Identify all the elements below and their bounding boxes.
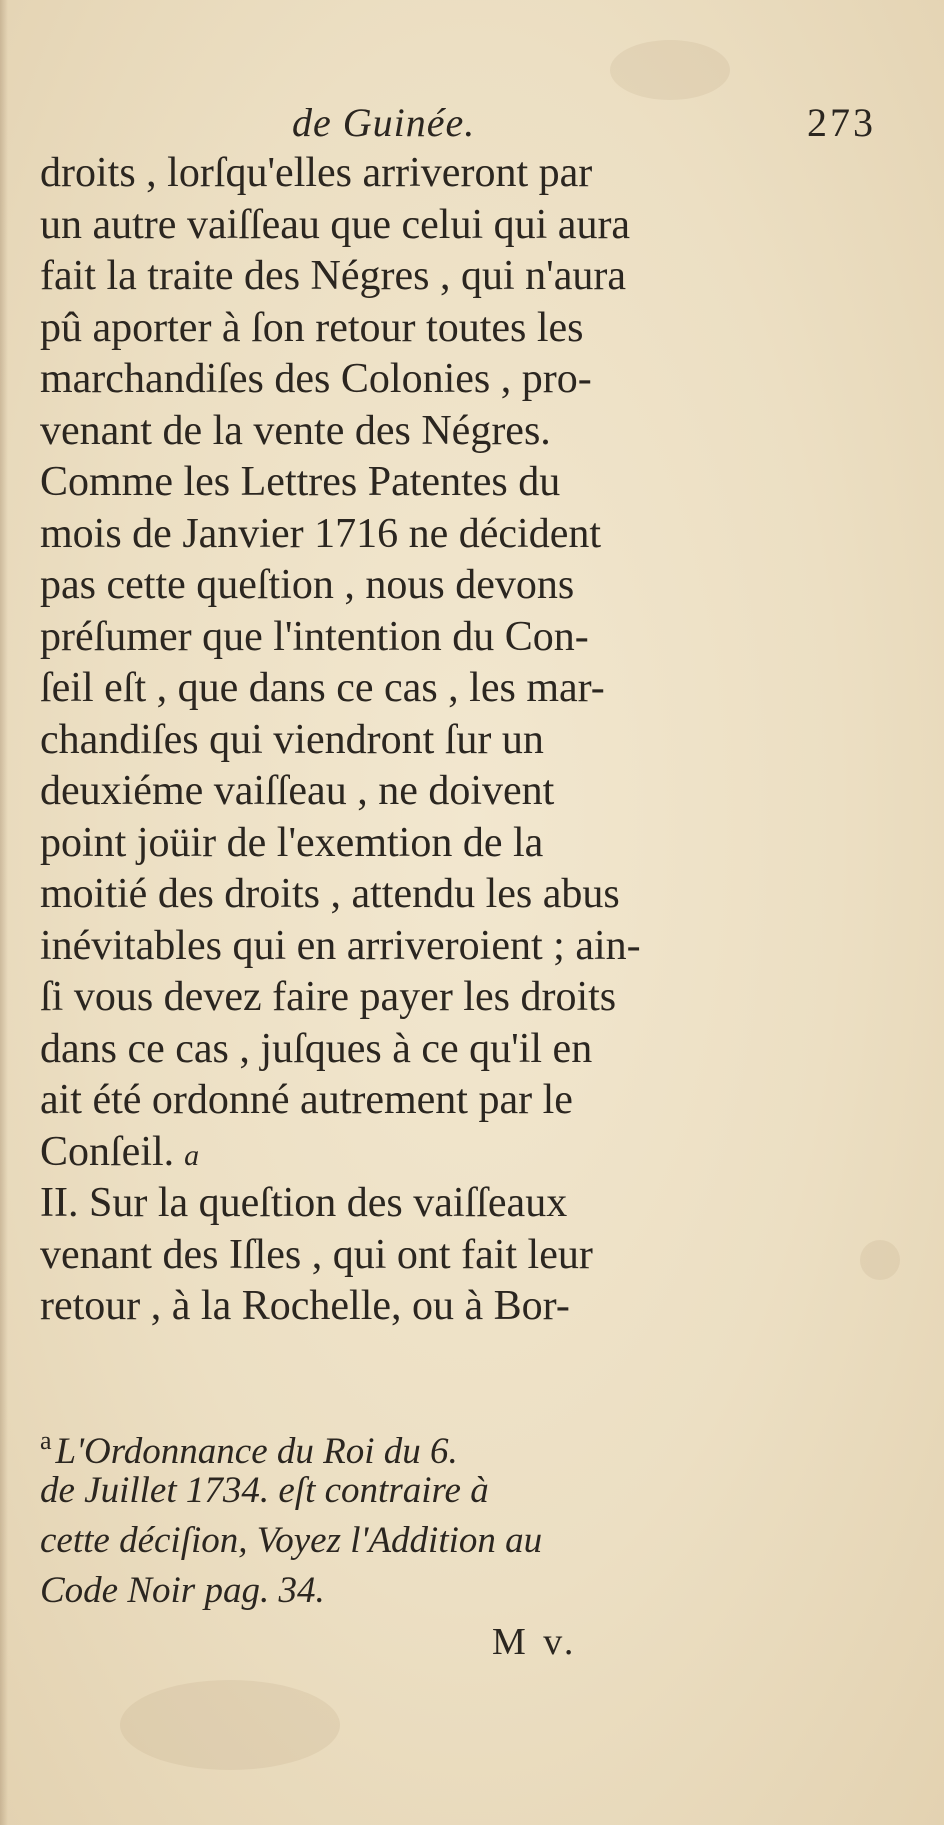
- text-line: chandiſes qui viendront ſur un: [40, 716, 544, 763]
- signature-mark: M v.: [492, 1621, 578, 1663]
- footnote-line-content: L'Ordonnance du Roi du 6.: [55, 1431, 458, 1472]
- text-line: II. Sur la queſtion des vaiſſeaux: [40, 1180, 568, 1226]
- text-line: moitié des droits , attendu les abus: [40, 871, 620, 917]
- text-line: ſeil eſt , que dans ce cas , les mar-: [40, 665, 605, 711]
- text-line: pû aporter à ſon retour toutes les: [40, 304, 584, 351]
- running-title: de Guinée.: [292, 100, 476, 145]
- footnote-line: [40, 1416, 775, 1472]
- text-line: [40, 1127, 775, 1179]
- body-text: [40, 148, 775, 1333]
- footnote-line: de Juillet 1734. eſt contraire à: [40, 1470, 489, 1511]
- text-line: préſumer que l'intention du Con-: [40, 613, 589, 660]
- paper-stain: [610, 40, 730, 100]
- footnote-marker: a: [40, 1426, 52, 1455]
- text-line: ait été ordonné autrement par le: [40, 1077, 573, 1123]
- text-line: retour , à la Rochelle, ou à Bor-: [40, 1283, 570, 1329]
- footnote-reference: a: [184, 1138, 200, 1172]
- text-line: marchandiſes des Colonies , pro-: [40, 356, 592, 402]
- paper-stain: [860, 1240, 900, 1280]
- footnote: [40, 1416, 775, 1616]
- text-line: mois de Janvier 1716 ne décident: [40, 510, 602, 557]
- text-line: ſi vous devez faire payer les droits: [40, 974, 617, 1020]
- text-line: inévitables qui en arriveroient ; ain-: [40, 922, 641, 969]
- text-line: droits , lorſqu'elles arriveront par: [40, 150, 593, 196]
- text-line: pas cette queſtion , nous devons: [40, 562, 575, 608]
- paper-stain: [120, 1680, 340, 1770]
- text-line: deuxiéme vaiſſeau , ne doivent: [40, 768, 555, 814]
- footnote-line: cette déciſion, Voyez l'Addition au: [40, 1520, 543, 1561]
- text-line: dans ce cas , juſques à ce qu'il en: [40, 1025, 593, 1072]
- text-line: venant de la vente des Négres.: [40, 407, 551, 454]
- footnote-line: Code Noir pag. 34.: [40, 1570, 325, 1611]
- text-line: Comme les Lettres Patentes du: [40, 459, 561, 505]
- text-line-content: Conſeil.: [40, 1128, 175, 1175]
- page-gutter-shadow: [0, 0, 8, 1825]
- text-line: un autre vaiſſeau que celui qui aura: [40, 201, 631, 248]
- page-header: [40, 98, 904, 148]
- page-number: 273: [807, 100, 876, 145]
- text-line: point joüir de l'exemtion de la: [40, 819, 544, 866]
- text-line: fait la traite des Négres , qui n'aura: [40, 253, 626, 299]
- text-line: venant des Iſles , qui ont fait leur: [40, 1231, 593, 1278]
